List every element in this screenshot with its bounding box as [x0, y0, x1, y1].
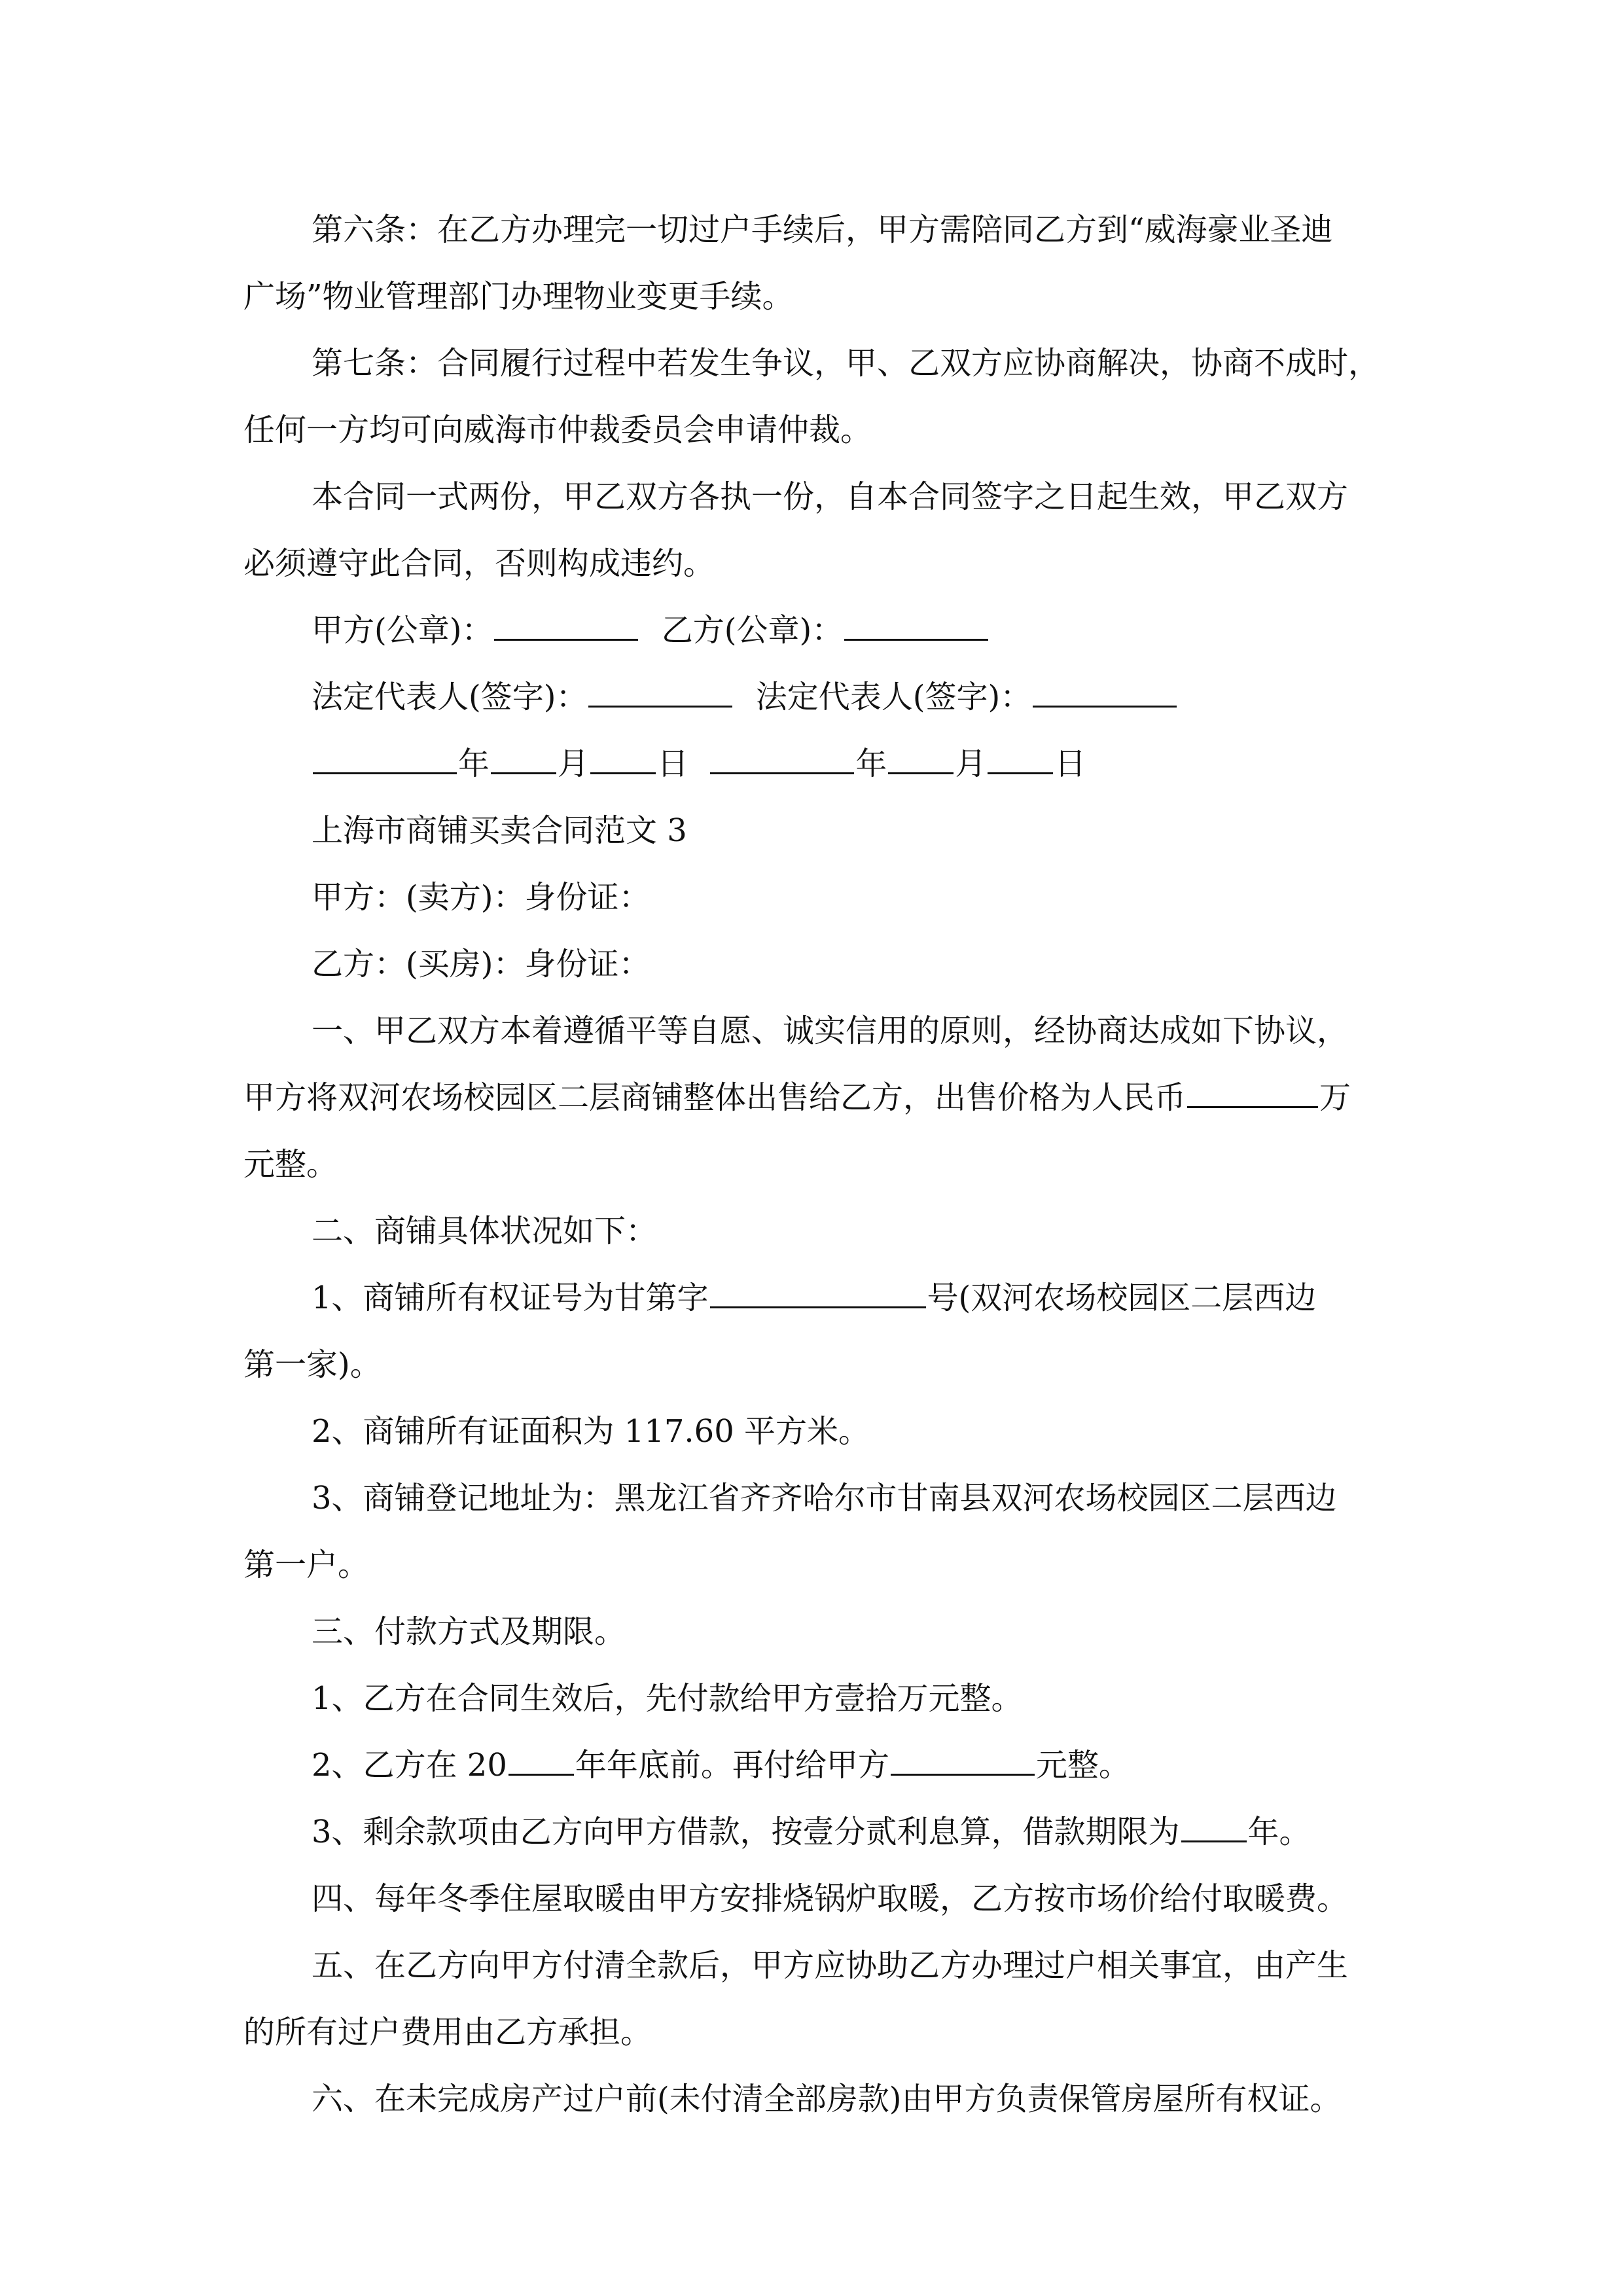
effect-line1: 本合同一式两份，甲乙双方各执一份，自本合同签字之日起生效，甲乙双方 [312, 478, 1349, 515]
month-a-label: 月 [558, 745, 590, 782]
section-title: 上海市商铺买卖合同范文 3 [312, 812, 687, 849]
date-line [243, 730, 1415, 797]
clause2-item1 [243, 1265, 1415, 1331]
party-a-seal-blank [494, 639, 638, 641]
year-a-label: 年 [458, 745, 490, 782]
buyer-line: 乙方：(买房)：身份证： [312, 946, 651, 982]
article6-line1: 第六条：在乙方办理完一切过户手续后，甲方需陪同乙方到“威海豪业圣迪 [312, 211, 1333, 248]
effect-line2: 必须遵守此合同，否则构成违约。 [243, 545, 715, 582]
article7-line2: 任何一方均可向威海市仲裁委员会申请仲裁。 [243, 412, 872, 448]
party-b-seal-label: 乙方(公章)： [661, 612, 844, 649]
year-a-blank [313, 772, 457, 774]
clause3-item3 [243, 1799, 1415, 1865]
year-b-blank [710, 772, 854, 774]
amount-blank [891, 1774, 1035, 1776]
rep-b-blank [1033, 706, 1177, 708]
clause4: 四、每年冬季住屋取暖由甲方安排烧锅炉取暖，乙方按市场价给付取暖费。 [312, 1880, 1349, 1917]
clause2-item1-pre: 1、商铺所有权证号为甘第字 [312, 1280, 709, 1316]
clause1-line2 [243, 1064, 1415, 1131]
price-blank [1187, 1106, 1318, 1108]
party-b-seal-blank [844, 639, 988, 641]
representative-line [243, 664, 1415, 730]
document-body [243, 196, 1415, 2132]
clause6: 六、在未完成房产过户前(未付清全部房款)由甲方负责保管房屋所有权证。 [312, 2081, 1342, 2117]
clause5-line1: 五、在乙方向甲方付清全款后，甲方应协助乙方办理过户相关事宜，由产生 [312, 1947, 1349, 1984]
day-a-blank [590, 772, 656, 774]
article6-line2: 广场”物业管理部门办理物业变更手续。 [243, 278, 794, 315]
rep-b-label: 法定代表人(签字)： [755, 679, 1032, 715]
clause3-heading: 三、付款方式及期限。 [312, 1613, 626, 1650]
seller-line: 甲方：(卖方)：身份证： [312, 879, 651, 916]
clause3-item2-mid: 年年底前。再付给甲方 [575, 1747, 889, 1784]
clause5-line2: 的所有过户费用由乙方承担。 [243, 2014, 652, 2051]
month-b-label: 月 [955, 745, 987, 782]
clause3-item1: 1、乙方在合同生效后，先付款给甲方壹拾万元整。 [312, 1680, 1023, 1717]
clause3-item3-post: 年。 [1247, 1814, 1311, 1850]
day-a-label: 日 [657, 745, 689, 782]
clause3-item2-post: 元整。 [1035, 1747, 1130, 1784]
month-b-blank [888, 772, 954, 774]
clause2-item3-line2: 第一户。 [243, 1547, 370, 1583]
loan-term-blank [1181, 1840, 1247, 1842]
clause3-item2 [243, 1732, 1415, 1799]
rep-a-blank [588, 706, 732, 708]
clause2-heading: 二、商铺具体状况如下： [312, 1213, 658, 1249]
clause1-line3: 元整。 [243, 1146, 338, 1183]
seal-line [243, 597, 1415, 664]
year-suffix-blank [508, 1774, 574, 1776]
day-b-blank [988, 772, 1053, 774]
clause1-line2-text: 甲方将双河农场校园区二层商铺整体出售给乙方，出售价格为人民币 [243, 1079, 1186, 1116]
party-a-seal-label: 甲方(公章)： [312, 612, 493, 649]
clause3-item3-pre: 3、剩余款项由乙方向甲方借款，按壹分贰利息算，借款期限为 [312, 1814, 1180, 1850]
day-b-label: 日 [1054, 745, 1086, 782]
clause2-item3-line1: 3、商铺登记地址为：黑龙江省齐齐哈尔市甘南县双河农场校园区二层西边 [312, 1480, 1337, 1516]
clause2-item2: 2、商铺所有证面积为 117.60 平方米。 [312, 1413, 870, 1450]
clause3-item2-pre: 2、乙方在 20 [312, 1747, 507, 1784]
article7-line1: 第七条：合同履行过程中若发生争议，甲、乙双方应协商解决，协商不成时， [312, 345, 1380, 382]
clause2-item1-post: 号(双河农场校园区二层西边 [927, 1280, 1317, 1316]
certificate-number-blank [710, 1306, 926, 1308]
clause1-line1: 一、甲乙双方本着遵循平等自愿、诚实信用的原则，经协商达成如下协议， [312, 1013, 1349, 1049]
clause1-line2-unit: 万 [1319, 1079, 1351, 1116]
year-b-label: 年 [855, 745, 887, 782]
rep-a-label: 法定代表人(签字)： [312, 679, 588, 715]
month-a-blank [491, 772, 556, 774]
clause2-item1-line2: 第一家)。 [243, 1346, 382, 1383]
